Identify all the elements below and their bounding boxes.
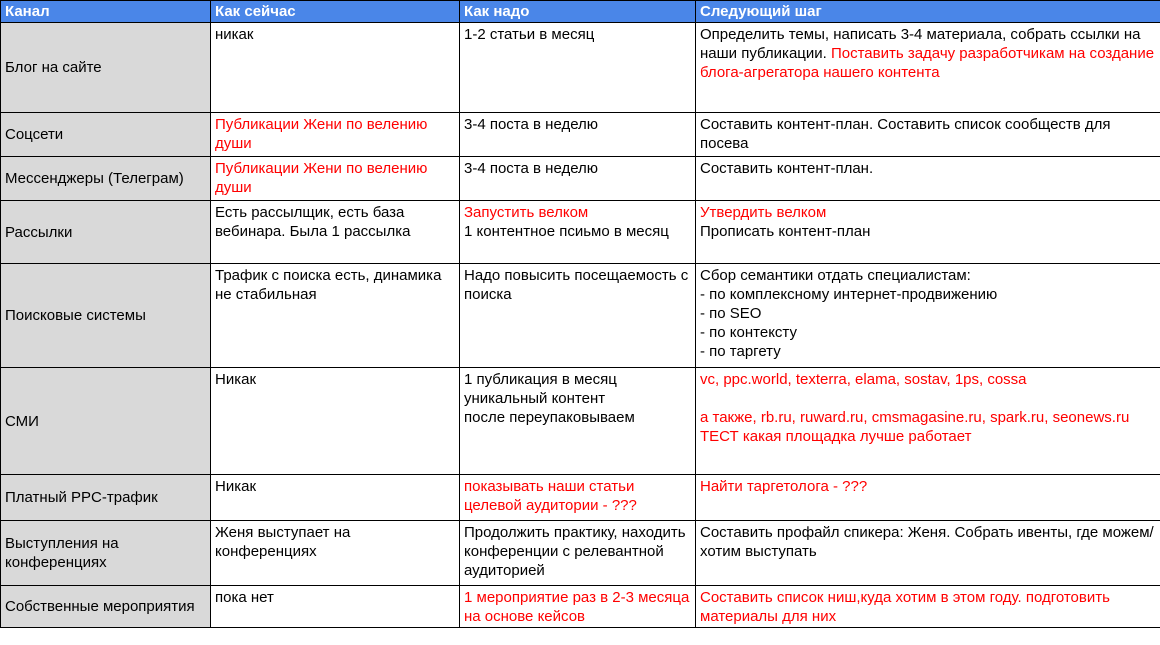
cell-channel: Блог на сайте	[1, 23, 211, 113]
cell-target: 3-4 поста в неделю	[460, 113, 696, 157]
cell-target: показывать наши статьи целевой аудитории - ???	[460, 475, 696, 521]
next-step-text: Прописать контент-план	[700, 223, 871, 240]
cell-target: 1-2 статьи в месяц	[460, 23, 696, 113]
cell-target: 3-4 поста в неделю	[460, 157, 696, 201]
cell-now: никак	[211, 23, 460, 113]
cell-next-step: Составить профайл спикера: Женя. Собрать ивенты, где можем/хотим выступать	[696, 521, 1160, 586]
next-step-line: - по таргету	[700, 343, 781, 360]
target-text: 1 контентное псиьмо в месяц	[464, 223, 669, 240]
cell-channel: Выступления на конференциях	[1, 521, 211, 586]
target-line: уникальный контент	[464, 390, 606, 407]
table-row	[1, 23, 1160, 113]
next-step-highlight: Поставить задачу разработчикам на создание блога-агрегатора нашего контента	[700, 45, 1155, 81]
next-step-text: Определить темы, написать 3-4 материала, собрать ссылки на наши публикации.	[700, 26, 1141, 62]
next-step-line: - по SEO	[700, 305, 762, 322]
cell-channel: Рассылки	[1, 201, 211, 264]
cell-channel: Платный PPC-трафик	[1, 475, 211, 521]
cell-channel: Собственные мероприятия	[1, 586, 211, 628]
header-now: Как сейчас	[211, 1, 460, 23]
header-row	[1, 1, 1160, 23]
next-step-line: - по контексту	[700, 324, 797, 341]
media-list-line: vc, ppc.world, texterra, elama, sostav, 1ps, cossa	[700, 371, 1027, 388]
cell-target: Продолжить практику, находить конференции с релевантной аудиторией	[460, 521, 696, 586]
cell-channel: СМИ	[1, 368, 211, 475]
blank-line	[700, 389, 1156, 408]
cell-now: пока нет	[211, 586, 460, 628]
cell-now: Трафик с поиска есть, динамика не стабильная	[211, 264, 460, 368]
header-channel: Канал	[1, 1, 211, 23]
cell-next-step: Найти таргетолога - ???	[696, 475, 1160, 521]
table-row	[1, 264, 1160, 368]
cell-now: Никак	[211, 368, 460, 475]
table-row	[1, 368, 1160, 475]
media-list-line: а также, rb.ru, ruward.ru, cmsmagasine.ru, spark.ru, seonews.ru	[700, 409, 1130, 426]
next-step-highlight: Утвердить велком	[700, 204, 827, 221]
cell-now: Женя выступает на конференциях	[211, 521, 460, 586]
cell-target	[460, 201, 696, 264]
table-row	[1, 586, 1160, 628]
cell-target: Надо повысить посещаемость с поиска	[460, 264, 696, 368]
next-step-line: Сбор семантики отдать специалистам:	[700, 267, 971, 284]
table-row	[1, 113, 1160, 157]
cell-target	[460, 368, 696, 475]
next-step-line: - по комплексному интернет-продвижению	[700, 286, 998, 303]
header-target: Как надо	[460, 1, 696, 23]
header-next-step: Следующий шаг	[696, 1, 1160, 23]
media-list-line: ТЕСТ какая площадка лучше работает	[700, 428, 972, 445]
cell-now: Публикации Жени по велению души	[211, 157, 460, 201]
cell-next-step	[696, 264, 1160, 368]
cell-target: 1 мероприятие раз в 2-3 месяца на основе кейсов	[460, 586, 696, 628]
target-line: после переупаковываем	[464, 409, 635, 426]
cell-next-step	[696, 368, 1160, 475]
target-line: 1 публикация в месяц	[464, 371, 617, 388]
cell-channel: Соцсети	[1, 113, 211, 157]
table-row	[1, 157, 1160, 201]
cell-now: Есть рассылщик, есть база вебинара. Была 1 рассылка	[211, 201, 460, 264]
cell-next-step: Составить список ниш,куда хотим в этом году. подготовить материалы для них	[696, 586, 1160, 628]
table-row	[1, 201, 1160, 264]
cell-next-step: Составить контент-план.	[696, 157, 1160, 201]
cell-now: Никак	[211, 475, 460, 521]
cell-next-step	[696, 23, 1160, 113]
table-row	[1, 475, 1160, 521]
table-row	[1, 521, 1160, 586]
cell-now: Публикации Жени по велению души	[211, 113, 460, 157]
target-highlight: Запустить велком	[464, 204, 589, 221]
cell-next-step: Составить контент-план. Составить список сообществ для посева	[696, 113, 1160, 157]
cell-channel: Поисковые системы	[1, 264, 211, 368]
cell-channel: Мессенджеры (Телеграм)	[1, 157, 211, 201]
cell-next-step	[696, 201, 1160, 264]
